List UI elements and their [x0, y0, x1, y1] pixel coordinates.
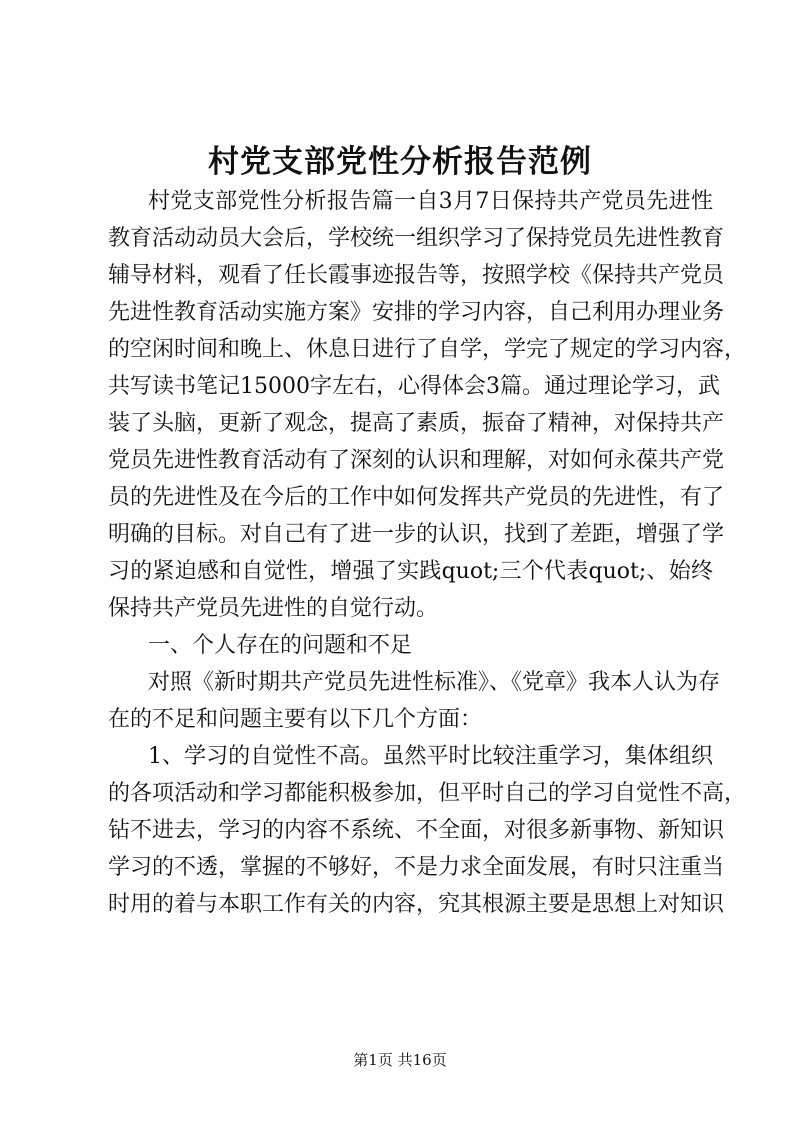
page-indicator: 第1页 共16页 [353, 1051, 447, 1069]
text-line: 辅导材料，观看了任长霞事迹报告等，按照学校《保持共产党员 [108, 263, 725, 288]
text-line: 的各项活动和学习都能积极参加，但平时自己的学习自觉性不高， [108, 781, 747, 806]
text-line: 对照《新时期共产党员先进性标准》、《党章》我本人认为存 [148, 670, 721, 695]
text-line: 保持共产党员先进性的自觉行动。 [108, 596, 439, 621]
text-line: 村党支部党性分析报告篇一自3月7日保持共产党员先进性 [148, 189, 713, 214]
text-line: 装了头脑，更新了观念，提高了素质，振奋了精神，对保持共产 [108, 411, 725, 436]
text-line: 教育活动动员大会后，学校统一组织学习了保持党员先进性教育 [108, 226, 725, 251]
text-line: 钻不进去，学习的内容不系统、不全面，对很多新事物、新知识 [108, 818, 725, 843]
text-line: 习的紧迫感和自觉性，增强了实践quot;三个代表quot;、始终 [108, 559, 713, 584]
text-line: 明确的目标。对自己有了进一步的认识，找到了差距，增强了学 [108, 522, 725, 547]
text-line: 学习的不透，掌握的不够好，不是力求全面发展，有时只注重当 [108, 855, 725, 880]
text-line: 时用的着与本职工作有关的内容，究其根源主要是思想上对知识 [108, 892, 725, 917]
section-heading: 一、个人存在的问题和不足 [148, 633, 413, 658]
text-line: 的空闲时间和晚上、休息日进行了自学，学完了规定的学习内容， [108, 337, 747, 362]
text-line: 共写读书笔记15000字左右，心得体会3篇。通过理论学习，武 [108, 374, 720, 399]
text-line: 在的不足和问题主要有以下几个方面： [108, 707, 483, 732]
document-body [108, 183, 747, 923]
text-line: 党员先进性教育活动有了深刻的认识和理解，对如何永葆共产党 [108, 448, 725, 473]
text-line: 1、学习的自觉性不高。虽然平时比较注重学习，集体组织 [148, 744, 713, 769]
document-title: 村党支部党性分析报告范例 [208, 144, 592, 180]
text-line: 员的先进性及在今后的工作中如何发挥共产党员的先进性，有了 [108, 485, 725, 510]
text-line: 先进性教育活动实施方案》安排的学习内容，自己利用办理业务 [108, 300, 725, 325]
